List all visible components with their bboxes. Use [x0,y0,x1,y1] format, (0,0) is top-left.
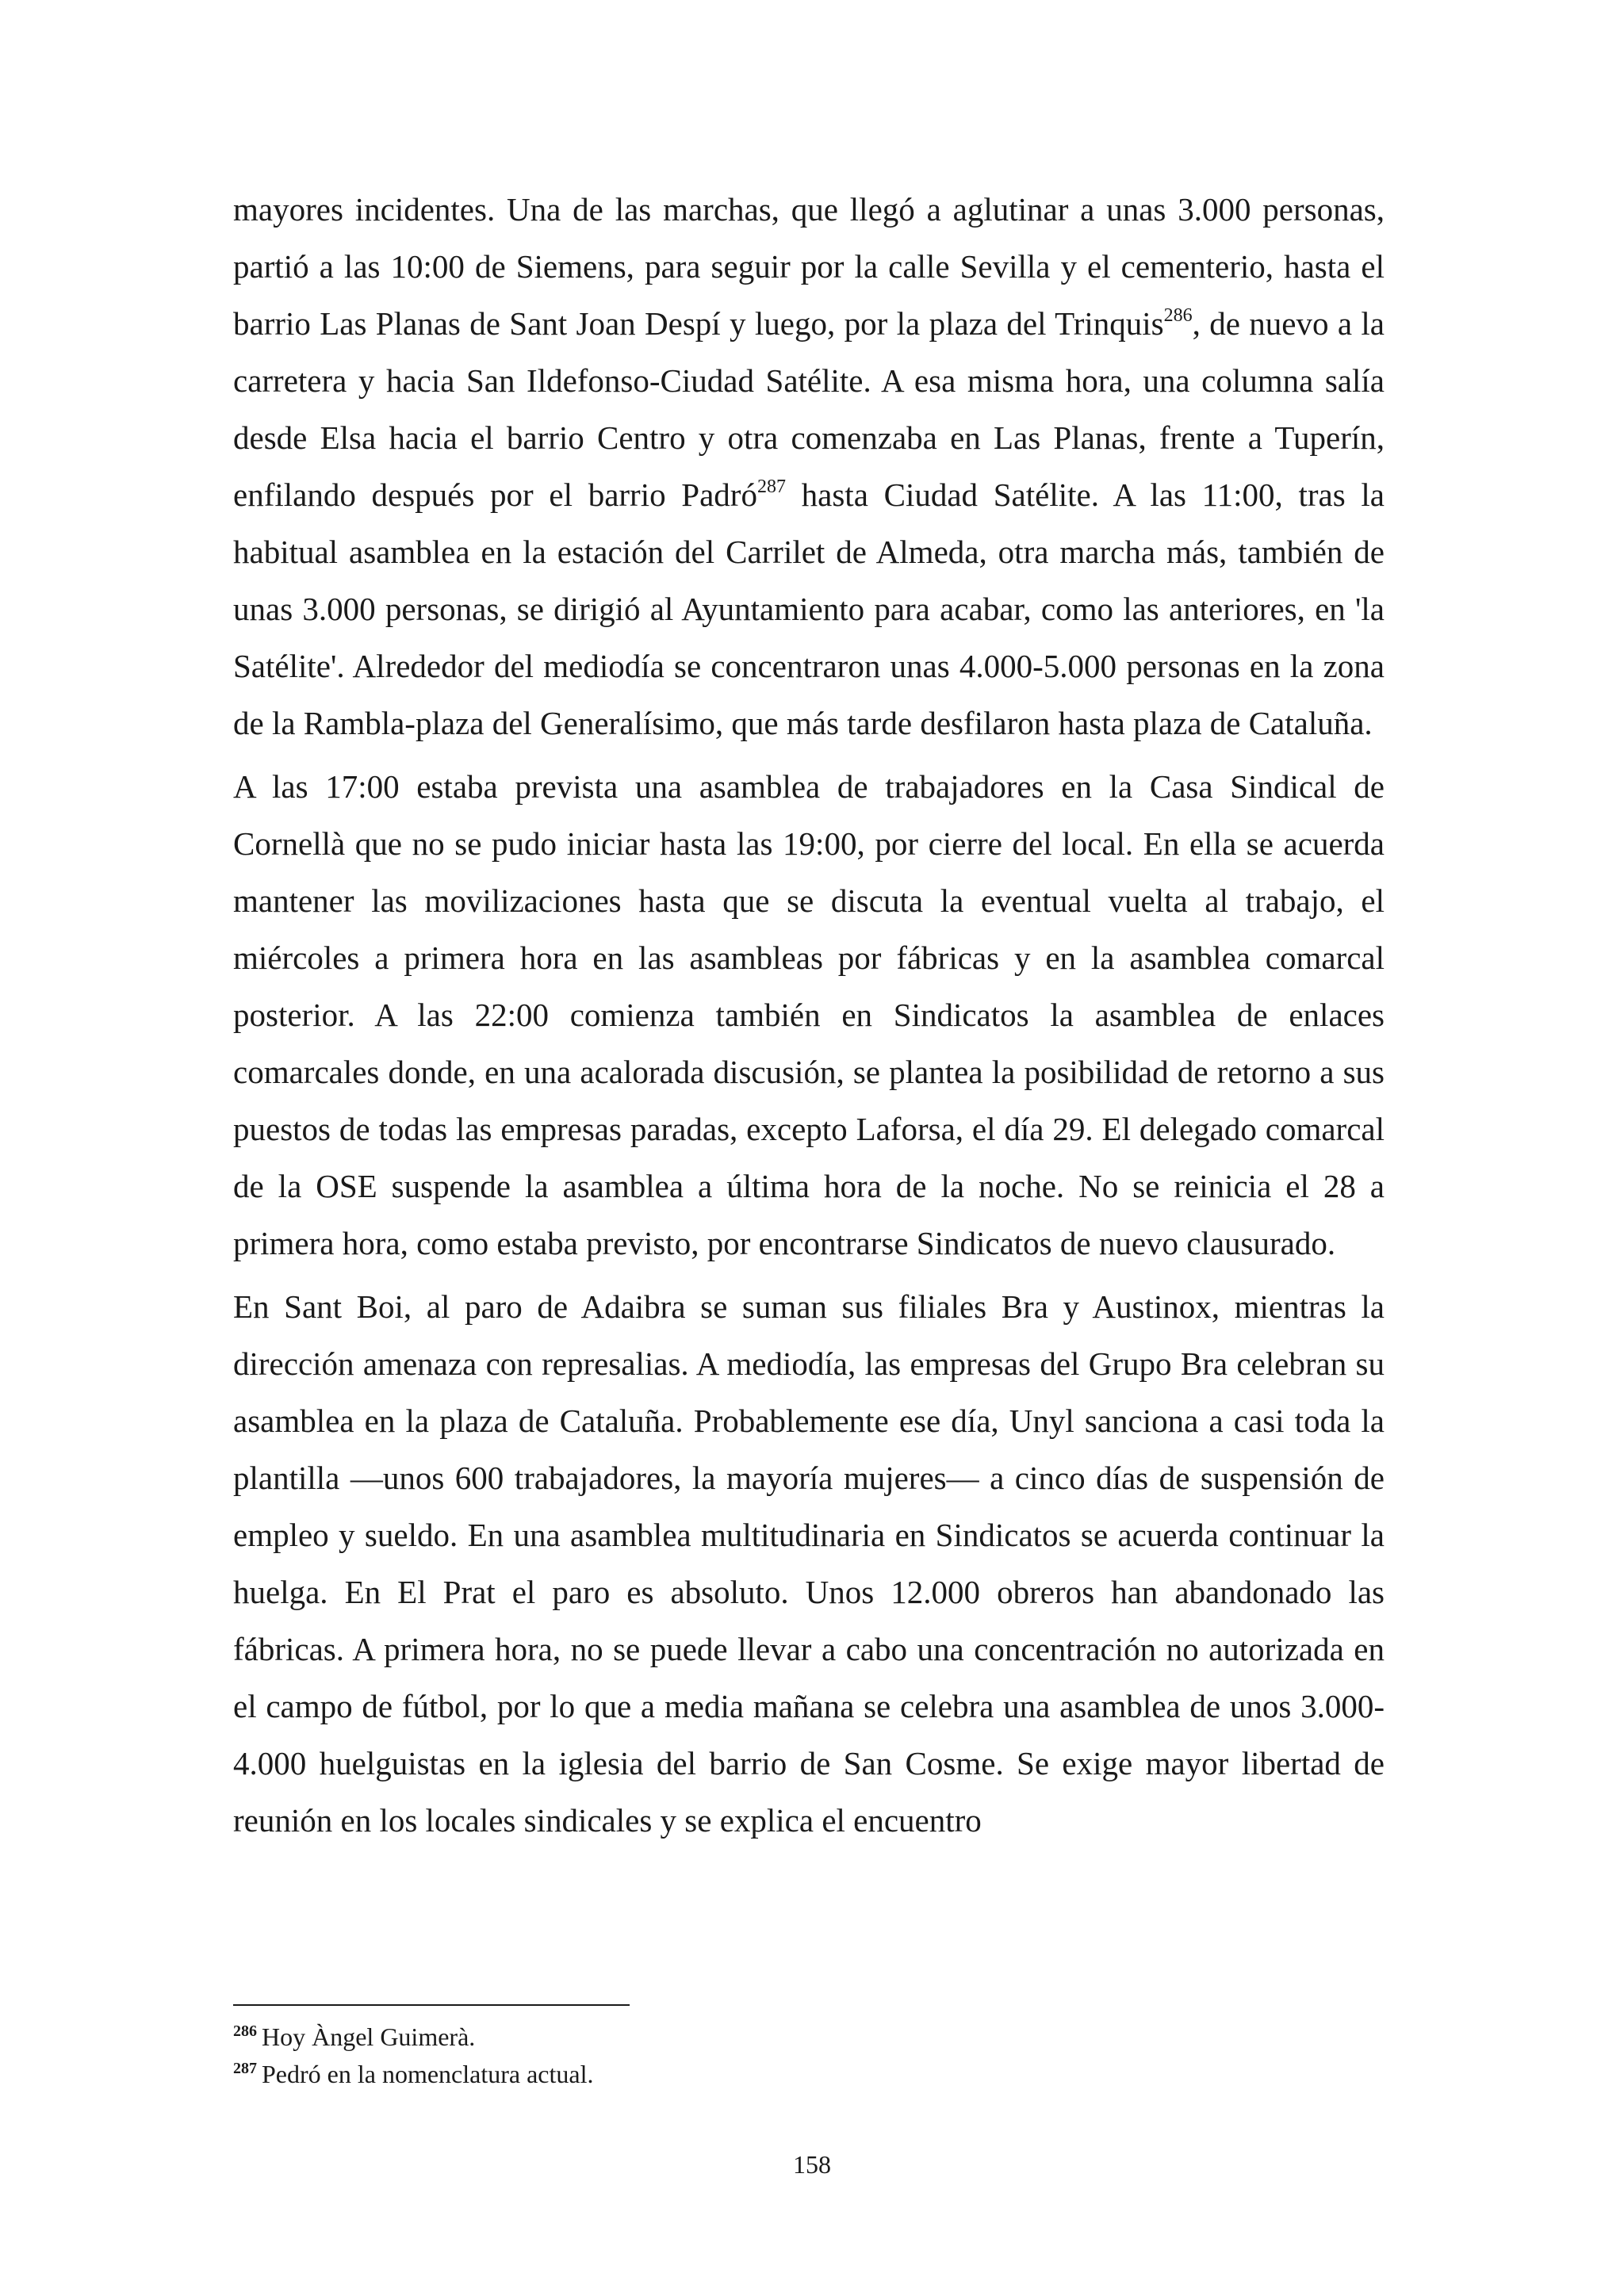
footnote-ref-286[interactable]: 286 [1163,305,1193,327]
footnotes [233,2020,1385,2095]
paragraph-1-part-1: mayores incidentes. Una de las marchas, que llegó a aglutinar a unas 3.000 personas, partió a las 10:00 de Siemens, para seguir por la calle Sevilla y el cementerio, hasta el barrio Las Planas de Sant Joan Despí y luego, por la plaza del Trinquis [233,191,1385,342]
footnote-text: Pedró en la nomenclatura actual. [262,2060,594,2088]
paragraph-3: En Sant Boi, al paro de Adaibra se suman sus filiales Bra y Austinox, mientras la dirección amenaza con represalias. A mediodía, las empresas del Grupo Bra celebran su asamblea en la plaza de Cataluña. Probablemente ese día, Unyl sanciona a casi toda la plantilla —unos 600 trabajadores, la mayoría mujeres— a cinco días de suspensión de empleo y sueldo. En una asamblea multitudinaria en Sindicatos se acuerda continuar la huelga. En El Prat el paro es absoluto. Unos 12.000 obreros han abandonado las fábricas. A primera hora, no se puede llevar a cabo una concentración no autorizada en el campo de fútbol, por lo que a media mañana se celebra una asamblea de unos 3.000-4.000 huelguistas en la iglesia del barrio de San Cosme. Se exige mayor libertad de reunión en los locales sindicales y se explica el encuentro [233,1288,1385,1839]
footnote-287 [233,2057,1385,2095]
paragraph-2: A las 17:00 estaba prevista una asamblea de trabajadores en la Casa Sindical de Cornellà que no se pudo iniciar hasta las 19:00, por cierre del local. En ella se acuerda mantener las movilizaciones hasta que se discuta la eventual vuelta al trabajo, el miércoles a primera hora en las asambleas por fábricas y en la asamblea comarcal posterior. A las 22:00 comienza también en Sindicatos la asamblea de enlaces comarcales donde, en una acalorada discusión, se plantea la posibilidad de retorno a sus puestos de todas las empresas paradas, excepto Laforsa, el día 29. El delegado comarcal de la OSE suspende la asamblea a última hora de la noche. No se reinicia el 28 a primera hora, como estaba previsto, por encontrarse Sindicatos de nuevo clausurado. [233,768,1385,1261]
footnote-ref-287[interactable]: 287 [756,476,786,498]
page-number: 158 [793,2150,831,2179]
paragraph-1-part-3: hasta Ciudad Satélite. A las 11:00, tras la habitual asamblea en la estación del Carrilet de Almeda, otra marcha más, también de unas 3.000 personas, se dirigió al Ayuntamiento para acabar, como las anteriores, en 'la Satélite'. Alrededor del mediodía se concentraron unas 4.000-5.000 personas en la zona de la Rambla-plaza del Generalísimo, que más tarde desfilaron hasta plaza de Cataluña. [233,476,1385,741]
footnote-number: 287 [233,2060,257,2077]
footnote-text: Hoy Àngel Guimerà. [262,2022,476,2051]
body-text [233,181,1385,1855]
footnote-divider [233,2004,630,2006]
paragraph-1-part-2: , de nuevo a la carretera y hacia San Ildefonso-Ciudad Satélite. A esa misma hora, una columna salía desde Elsa hacia el barrio Centro y otra comenzaba en Las Planas, frente a Tuperín, enfilando después por el barrio Padró [233,305,1385,513]
paragraph-1 [233,181,1385,752]
footnote-286 [233,2020,1385,2057]
footnote-number: 286 [233,2022,257,2040]
